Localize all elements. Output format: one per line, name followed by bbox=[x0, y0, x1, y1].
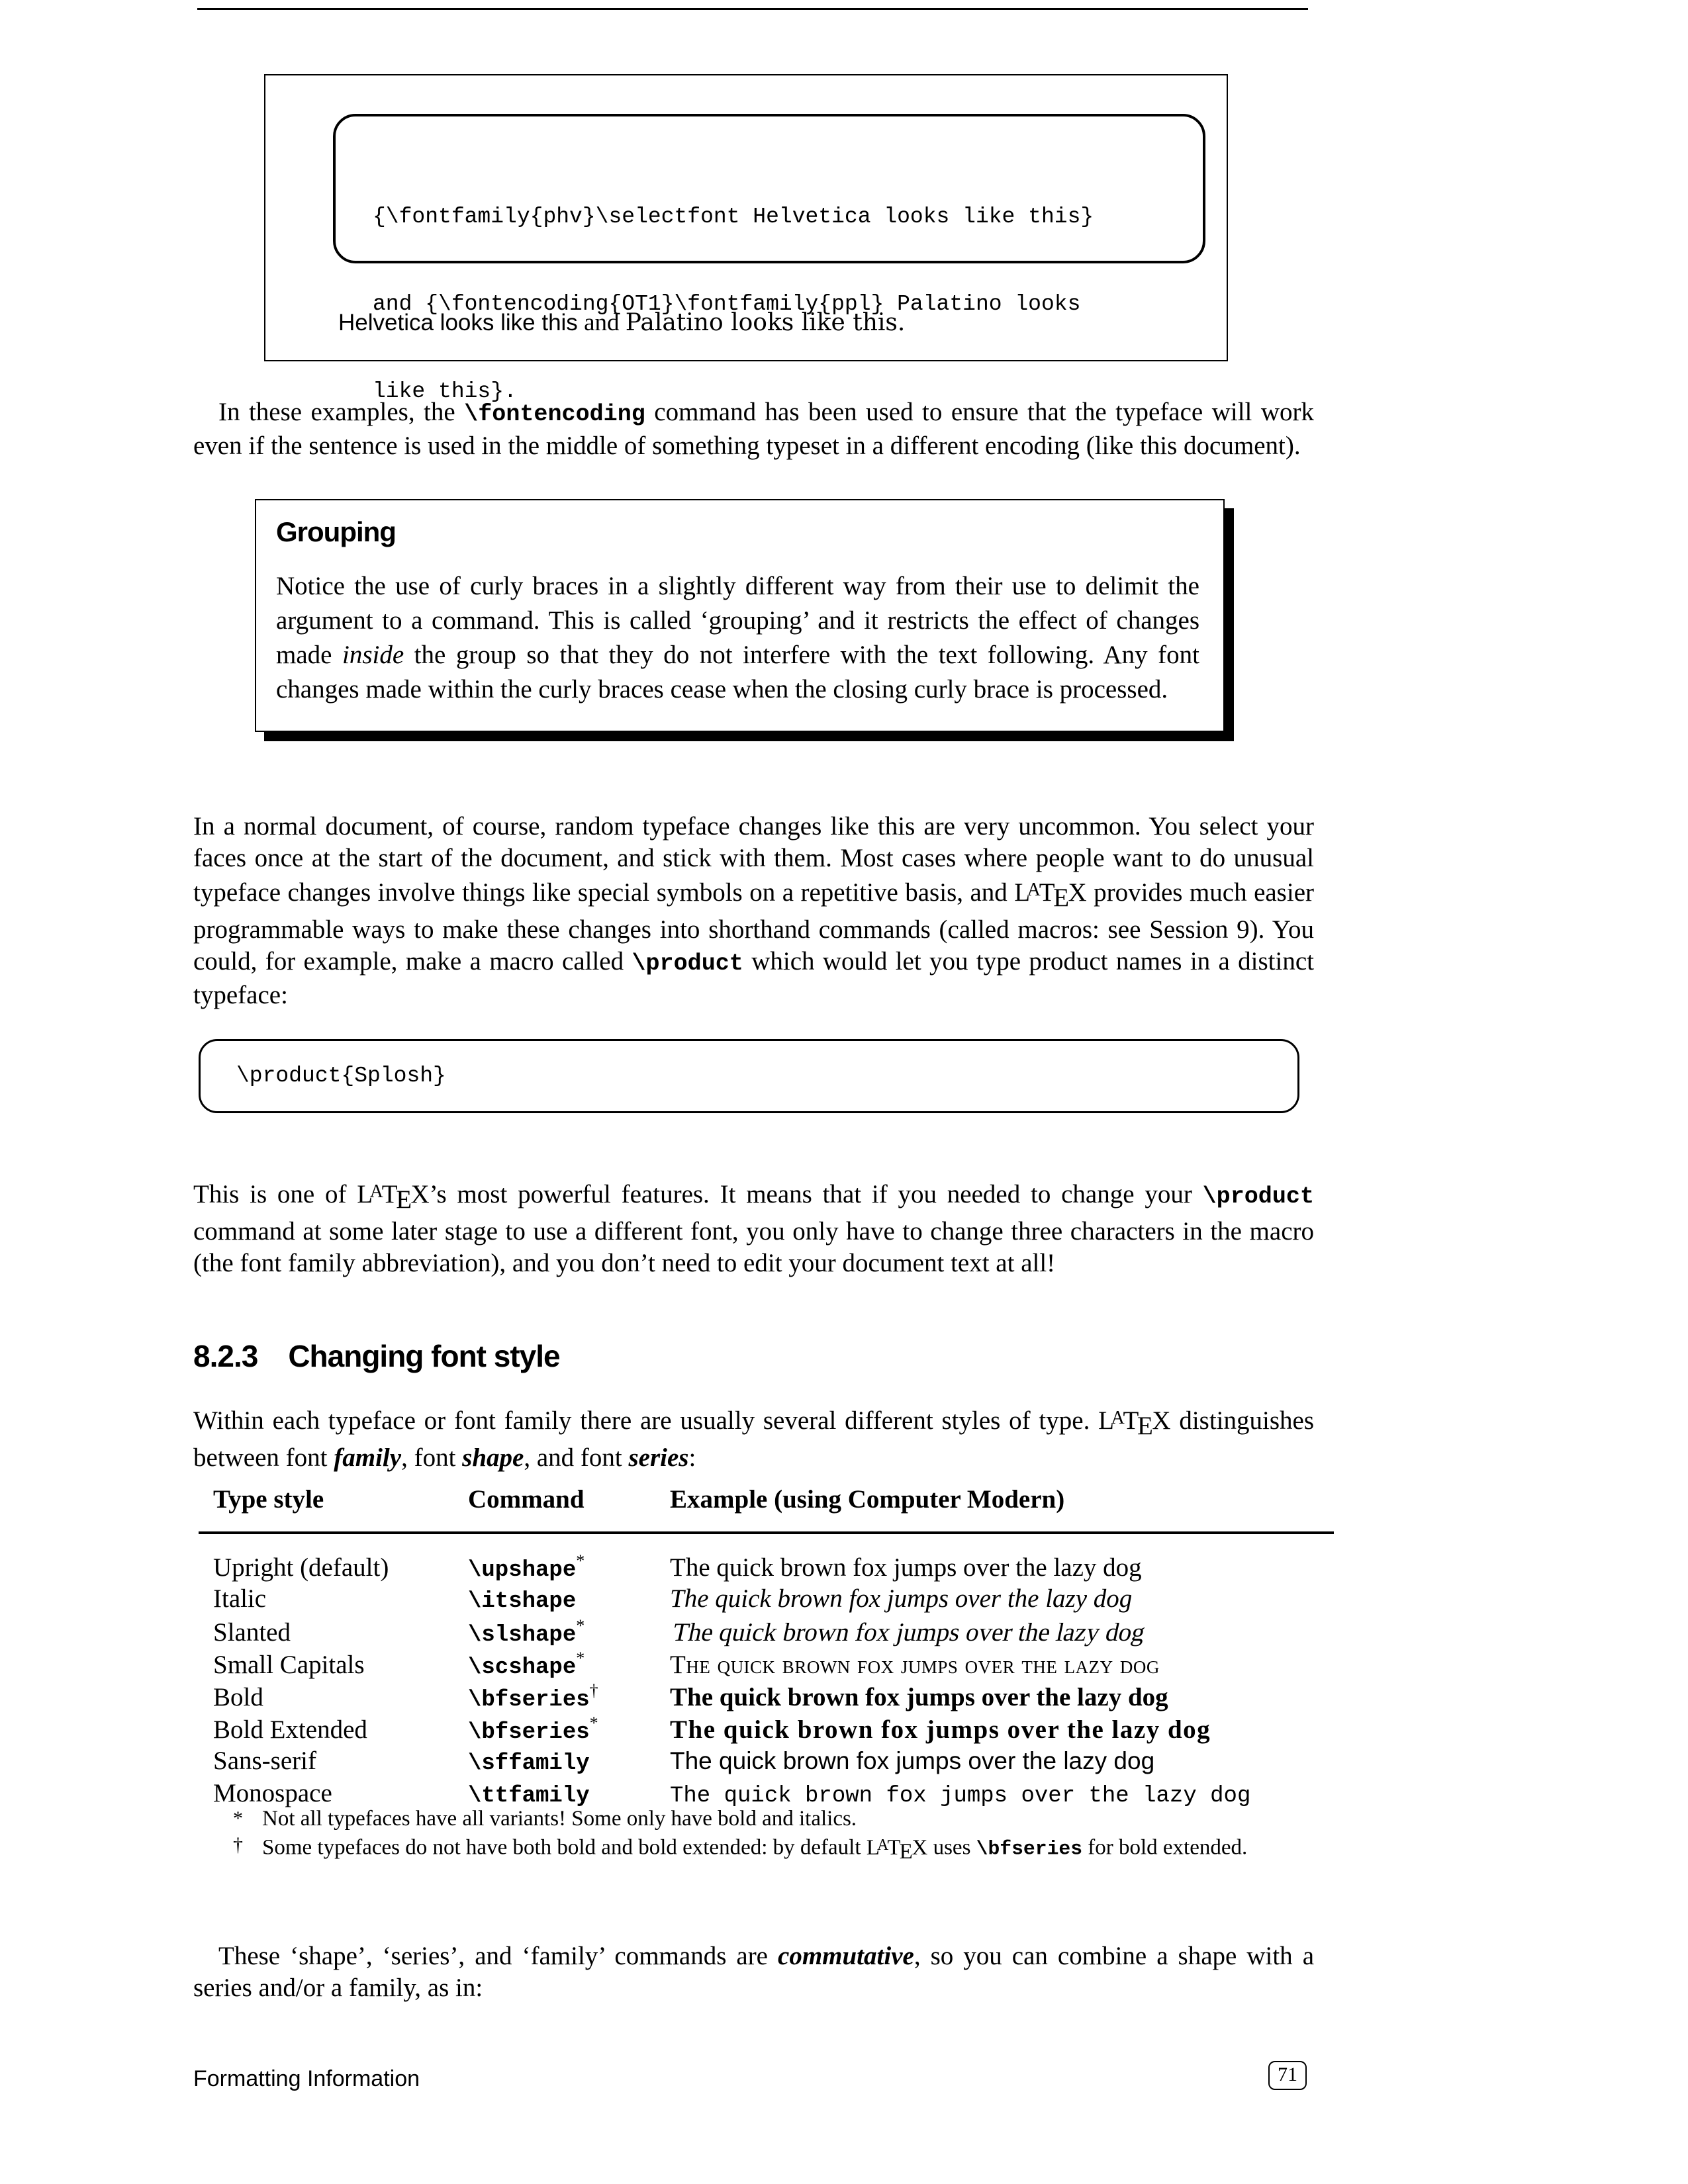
text-segment: \product bbox=[632, 950, 743, 977]
column-header: Example (using Computer Modern) bbox=[670, 1485, 1065, 1514]
latex-logo: $L^ATEX$ bbox=[866, 1835, 928, 1864]
paragraph-commutative bbox=[193, 1940, 1314, 2004]
text-segment: Helvetica looks like this bbox=[338, 310, 578, 336]
example-cell: The quick brown fox jumps over the lazy dog bbox=[670, 1715, 1211, 1744]
command-cell bbox=[468, 1713, 670, 1745]
text-segment: provides much easier programmable ways to make these changes into shorthand commands (called macros: see Session 9). You could, for example, make a macro called bbox=[193, 878, 1314, 976]
text-segment: : bbox=[688, 1443, 696, 1472]
text-segment: distinguishes between font bbox=[193, 1406, 1314, 1472]
column-header: Type style bbox=[213, 1485, 324, 1514]
section-heading bbox=[193, 1338, 560, 1374]
command-cell bbox=[468, 1681, 670, 1713]
paragraph-normal-document bbox=[193, 811, 1314, 1011]
panel-title: Grouping bbox=[276, 516, 396, 547]
type-style-cell: Bold bbox=[213, 1683, 263, 1711]
footnote-text bbox=[262, 1832, 1314, 1865]
text-segment: uses bbox=[927, 1835, 976, 1860]
table-row bbox=[213, 1746, 1314, 1778]
type-style-table-rows bbox=[213, 1551, 1314, 1811]
text-segment: which would let you type product names in a distinct typeface: bbox=[193, 946, 1314, 1009]
latex-command: \scshape bbox=[468, 1655, 577, 1680]
type-style-cell: Sans-serif bbox=[213, 1747, 316, 1775]
type-style-cell: Small Capitals bbox=[213, 1651, 365, 1679]
text-segment: , font bbox=[401, 1443, 463, 1472]
latex-logo: $L^ATEX$ bbox=[357, 1179, 430, 1214]
command-cell bbox=[468, 1616, 670, 1648]
footnote-reference: * bbox=[576, 1649, 585, 1668]
page-number-badge: 71 bbox=[1268, 2061, 1307, 2090]
text-segment: \fontencoding bbox=[464, 401, 645, 428]
grouping-panel bbox=[255, 499, 1225, 732]
latex-logo: $L^ATEX$ bbox=[1098, 1406, 1171, 1440]
text-segment: inside bbox=[342, 641, 404, 669]
command-cell bbox=[468, 1584, 670, 1614]
text-segment: Within each typeface or font family there are usually several different styles of type. bbox=[193, 1406, 1099, 1435]
type-style-cell: Slanted bbox=[213, 1618, 291, 1647]
type-style-cell: Italic bbox=[213, 1584, 267, 1613]
latex-command: \sffamily bbox=[468, 1751, 590, 1776]
command-cell bbox=[468, 1778, 670, 1809]
example-cell: The quick brown fox jumps over the lazy dog bbox=[670, 1651, 1160, 1679]
example-cell: The quick brown fox jumps over the lazy dog bbox=[670, 1553, 1142, 1582]
latex-command: \upshape bbox=[468, 1558, 577, 1583]
paragraph-powerful-features bbox=[193, 1176, 1314, 1279]
footnote-marker: * bbox=[233, 1807, 243, 1829]
section-number: 8.2.3 bbox=[193, 1339, 258, 1374]
command-cell bbox=[468, 1551, 670, 1583]
command-cell bbox=[468, 1649, 670, 1680]
text-segment: and bbox=[577, 309, 626, 336]
footer-book-title: Formatting Information bbox=[193, 2066, 420, 2091]
table-row bbox=[213, 1551, 1314, 1584]
text-segment: \product bbox=[1202, 1183, 1314, 1210]
text-segment: ’s most powerful features. It means that if you needed to change your bbox=[429, 1179, 1203, 1208]
text-segment: \bfseries bbox=[976, 1837, 1083, 1860]
example-cell: The quick brown fox jumps over the lazy dog bbox=[670, 1784, 1251, 1809]
text-segment: shape bbox=[462, 1443, 524, 1472]
text-segment: the group so that they do not interfere with the text following. Any font changes made within the curly braces cease when the closing curly brace is processed. bbox=[276, 641, 1199, 704]
text-segment: series bbox=[628, 1443, 689, 1472]
latex-command: \itshape bbox=[468, 1589, 577, 1614]
paragraph-typeface-styles bbox=[193, 1402, 1314, 1474]
column-header: Command bbox=[468, 1485, 585, 1514]
code-line: {\fontfamily{phv}\selectfont Helvetica looks like this} bbox=[373, 205, 1094, 229]
paragraph-fontencoding bbox=[193, 396, 1314, 462]
latex-command: \bfseries bbox=[468, 1720, 590, 1745]
text-segment: This is one of bbox=[193, 1179, 357, 1208]
footnote-reference: * bbox=[589, 1713, 598, 1733]
example-figure-box bbox=[264, 74, 1228, 404]
text-segment: Not all typefaces have all variants! Some only have bold and italics. bbox=[262, 1807, 857, 1831]
header-rule bbox=[197, 8, 1308, 10]
latex-logo: $L^ATEX$ bbox=[1014, 878, 1087, 912]
latex-command: \slshape bbox=[468, 1623, 577, 1648]
code-line: and {\fontencoding{OT1}\fontfamily{ppl} Palatino looks bbox=[373, 292, 1081, 316]
text-segment: , and font bbox=[524, 1443, 629, 1472]
text-segment: command at some later stage to use a different font, you only have to change three characters in the macro (the font family abbreviation), and you don’t need to edit your document text at all! bbox=[193, 1216, 1314, 1277]
table-row bbox=[213, 1713, 1314, 1746]
footnote-reference: * bbox=[576, 1551, 585, 1570]
latex-command: \ttfamily bbox=[468, 1784, 590, 1809]
text-segment: In a normal document, of course, random typeface changes like this are very uncommon. You select your faces once at the start of the document, and stick with them. Most cases where people want to do unusual typeface changes involve things like special symbols on a repetitive basis, and bbox=[193, 812, 1314, 907]
table-row bbox=[213, 1584, 1314, 1616]
text-segment: Notice the use of curly braces in a slightly different way from their use to delimit the argument to a command. This is called ‘grouping’ and it restricts the effect of changes made bbox=[276, 572, 1199, 669]
text-segment: for bold extended. bbox=[1082, 1835, 1248, 1860]
footnote-reference: * bbox=[576, 1616, 585, 1635]
text-segment: Palatino looks like this. bbox=[625, 309, 906, 336]
code-listing-product: \product{Splosh} bbox=[199, 1039, 1299, 1113]
text-segment: Some typefaces do not have both bold and bold extended: by default bbox=[262, 1835, 867, 1860]
code-listing-fontfamily bbox=[333, 114, 1205, 404]
footnote bbox=[233, 1805, 1314, 1832]
type-style-cell: Monospace bbox=[213, 1779, 332, 1807]
typeset-result-line bbox=[338, 308, 905, 337]
footnote bbox=[233, 1832, 1314, 1865]
text-segment: command has been used to ensure that the typeface will work even if the sentence is used in the middle of something typeset in a different encoding (like this document). bbox=[193, 398, 1314, 460]
example-cell: The quick brown fox jumps over the lazy dog bbox=[670, 1747, 1155, 1774]
code-line: like this}. bbox=[373, 379, 517, 404]
table-row bbox=[213, 1681, 1314, 1713]
text-segment: These ‘shape’, ‘series’, and ‘family’ commands are bbox=[218, 1942, 778, 1970]
table-row bbox=[213, 1649, 1314, 1681]
type-style-cell: Bold Extended bbox=[213, 1715, 367, 1744]
type-style-cell: Upright (default) bbox=[213, 1553, 389, 1582]
text-segment: family bbox=[334, 1443, 402, 1472]
text-segment: commutative bbox=[778, 1942, 914, 1970]
footnote-text bbox=[262, 1805, 1314, 1832]
table-row bbox=[213, 1616, 1314, 1649]
latex-command: \bfseries bbox=[468, 1688, 590, 1713]
example-cell: The quick brown fox jumps over the lazy dog bbox=[670, 1683, 1168, 1711]
example-cell: The quick brown fox jumps over the lazy dog bbox=[670, 1618, 1149, 1647]
type-style-table bbox=[213, 1484, 1314, 1811]
panel-body bbox=[276, 569, 1199, 707]
table-header-row bbox=[213, 1484, 1314, 1516]
table-header-rule bbox=[199, 1531, 1334, 1534]
command-cell bbox=[468, 1746, 670, 1776]
text-segment: In these examples, the bbox=[218, 398, 465, 426]
footnote-marker: † bbox=[233, 1834, 243, 1856]
example-cell: The quick brown fox jumps over the lazy dog bbox=[670, 1584, 1133, 1613]
footnote-reference: † bbox=[589, 1681, 598, 1700]
text-segment: , so you can combine a shape with a series and/or a family, as in: bbox=[193, 1942, 1315, 2002]
section-title: Changing font style bbox=[288, 1339, 560, 1374]
table-footnotes bbox=[233, 1805, 1314, 1865]
